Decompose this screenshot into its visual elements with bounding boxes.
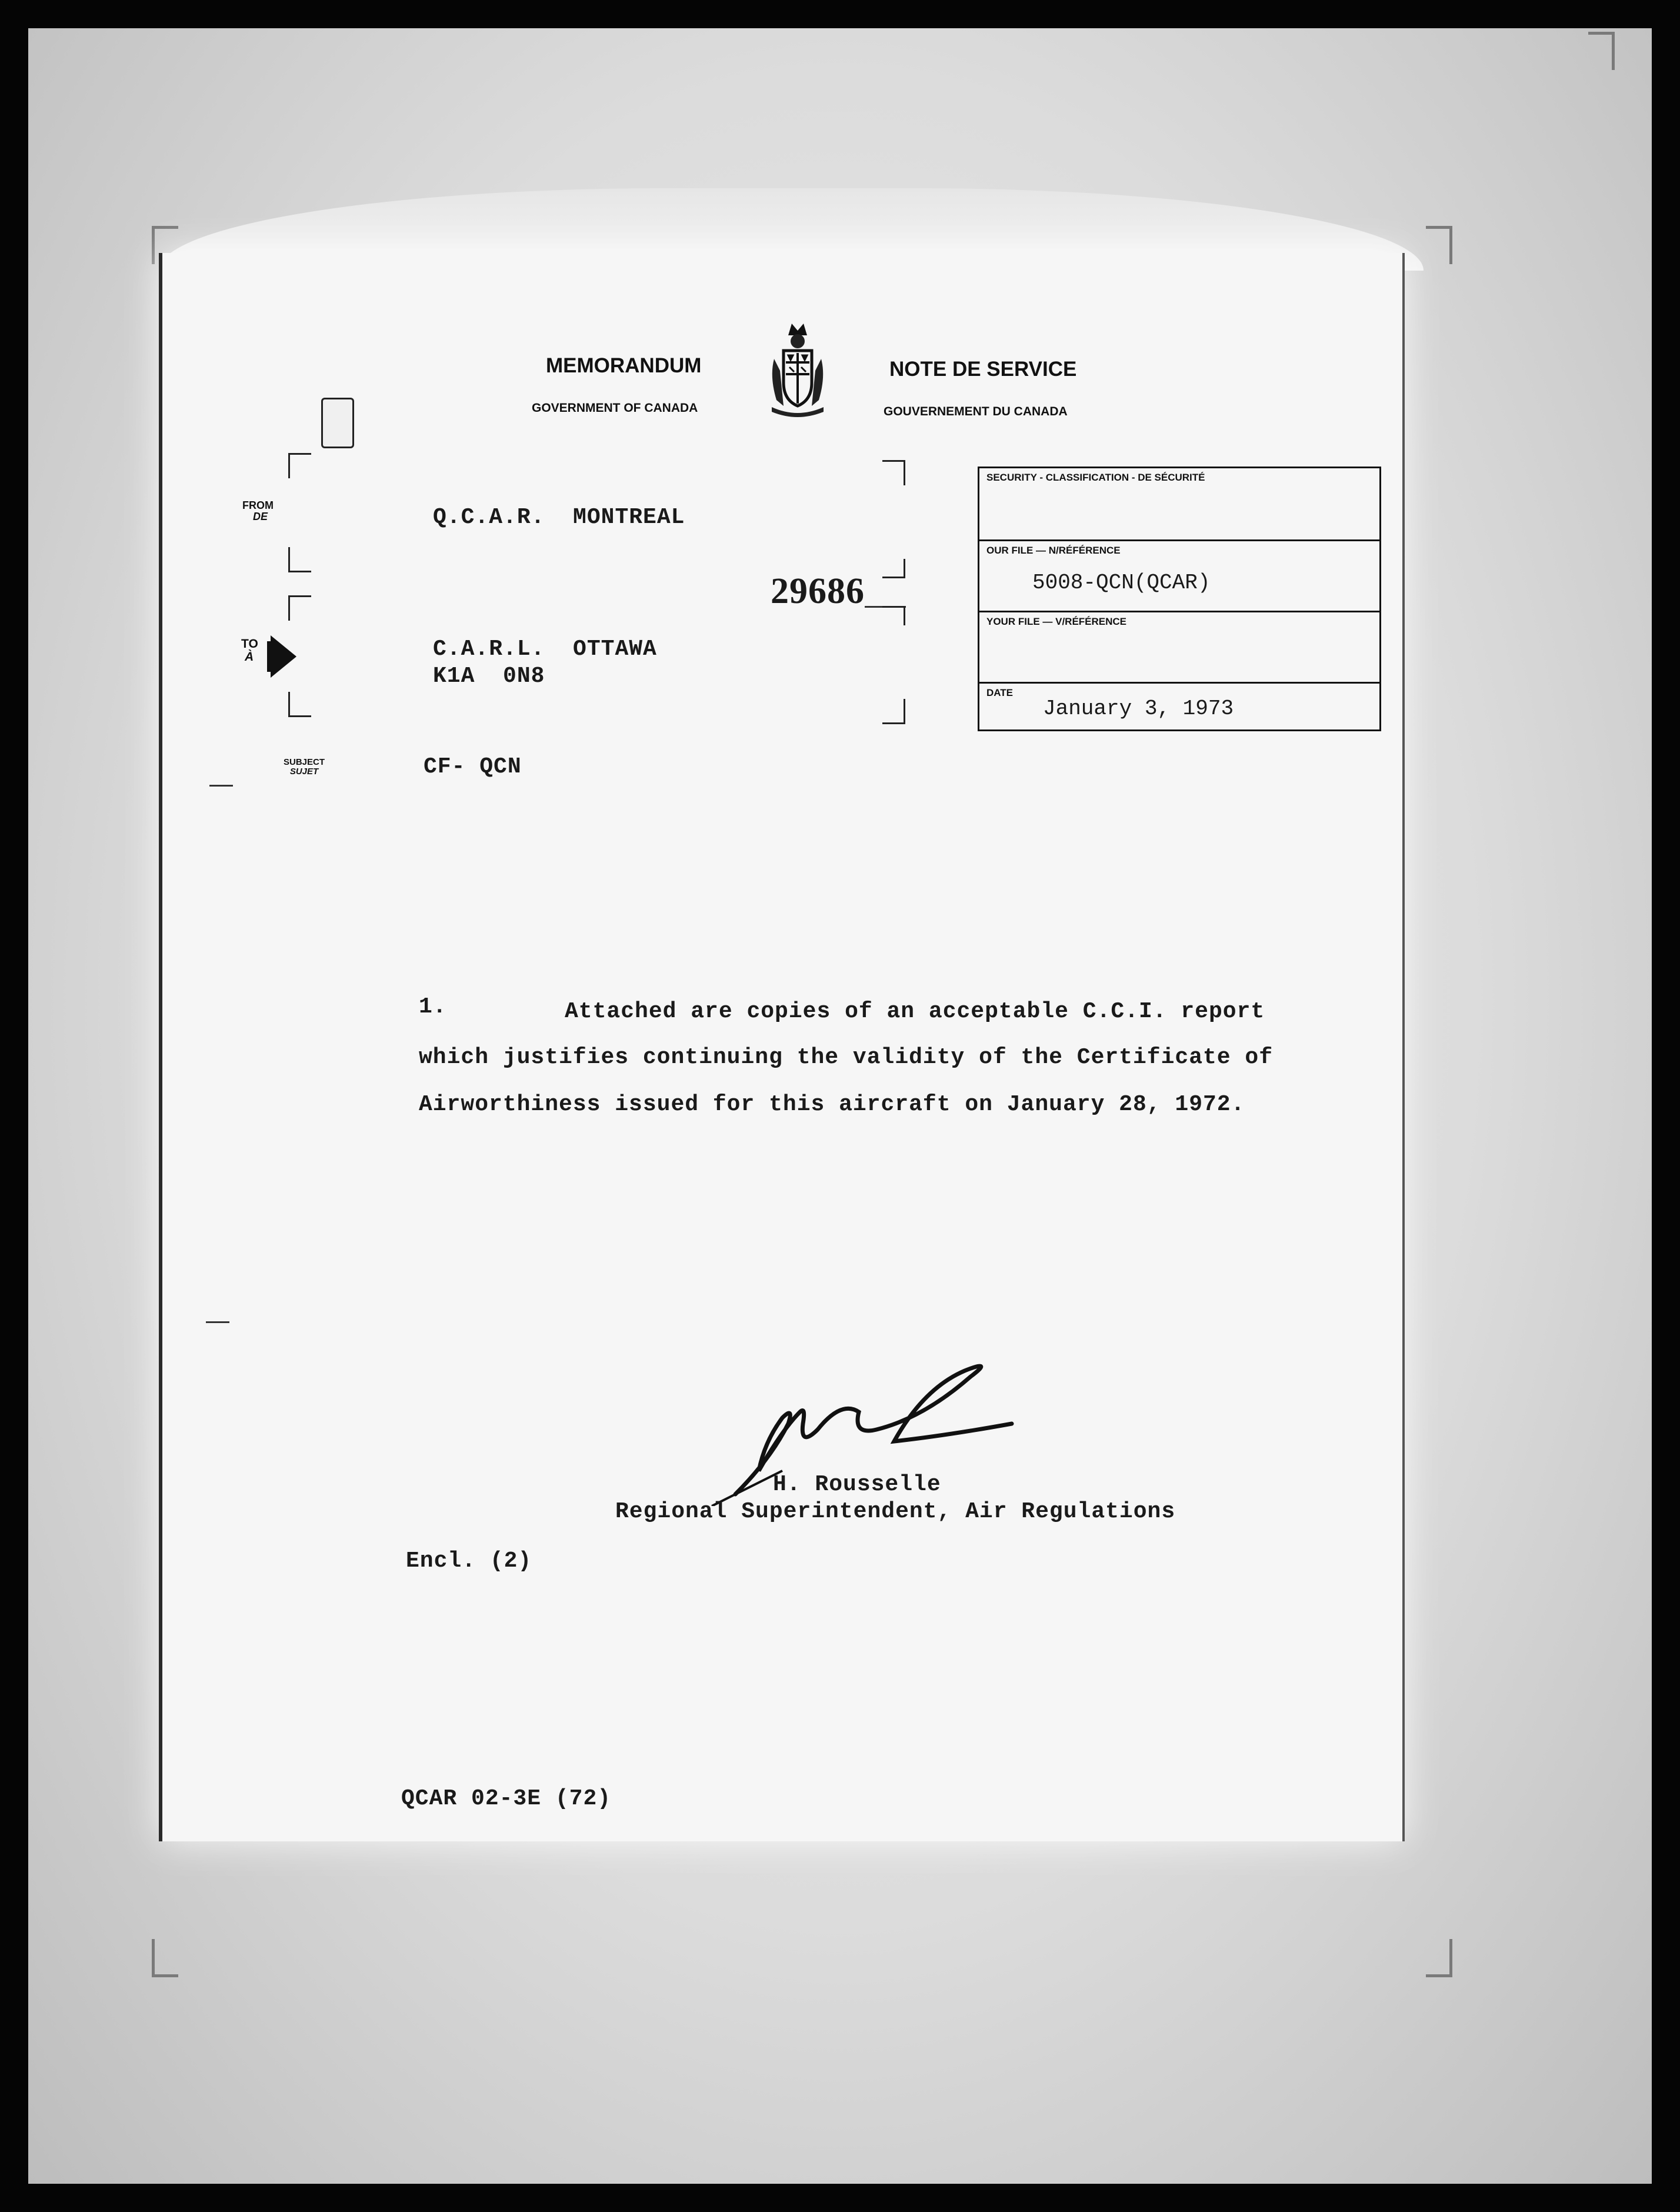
government-of-canada-en: GOVERNMENT OF CANADA <box>532 401 698 415</box>
subject-label-en: SUBJECT <box>284 757 325 767</box>
to-label <box>241 638 258 664</box>
margin-mark <box>209 785 233 787</box>
to-label-fr: À <box>245 650 254 664</box>
date-row <box>979 684 1379 729</box>
from-bracket-top <box>288 453 311 478</box>
body-line-2: which justifies continuing the validity of the Certificate of <box>419 1045 1274 1070</box>
from-bracket-bottom <box>288 547 311 572</box>
from-value: Q.C.A.R. MONTREAL <box>433 505 685 530</box>
to-bracket-bottom <box>288 692 311 717</box>
corner-mark <box>1426 226 1452 264</box>
security-row <box>979 468 1379 541</box>
enclosure-note: Encl. (2) <box>406 1548 532 1574</box>
stamp-number: 29686 <box>771 571 865 611</box>
corner-mark <box>1588 32 1615 70</box>
body-line-1: Attached are copies of an acceptable C.C.I. report <box>565 999 1265 1024</box>
date-value: January 3, 1973 <box>1043 697 1234 721</box>
to-bracket-top <box>288 595 311 621</box>
from-label <box>242 500 274 522</box>
to-value-line-2: K1A 0N8 <box>433 664 545 689</box>
our-file-value: 5008-QCN(QCAR) <box>1032 571 1211 595</box>
center-bracket <box>882 460 905 485</box>
to-arrow-icon <box>271 635 296 678</box>
your-file-row <box>979 612 1379 684</box>
subject-value: CF- QCN <box>424 754 522 779</box>
to-value-line-1: C.A.R.L. OTTAWA <box>433 637 657 662</box>
date-label: DATE <box>986 687 1014 698</box>
to-arrow-stem <box>267 641 273 672</box>
subject-label <box>284 758 325 777</box>
your-file-label: YOUR FILE — V/RÉFÉRENCE <box>986 616 1127 627</box>
signatory-name: H. Rousselle <box>773 1472 941 1497</box>
signatory-title: Regional Superintendent, Air Regulations <box>615 1499 1176 1524</box>
our-file-label: OUR FILE — N/RÉFÉRENCE <box>986 545 1121 556</box>
form-number: QCAR 02-3E (72) <box>401 1786 612 1811</box>
corner-mark <box>152 1939 178 1977</box>
gouvernement-du-canada-fr: GOUVERNEMENT DU CANADA <box>884 405 1068 418</box>
center-bracket <box>882 699 905 724</box>
our-file-row <box>979 541 1379 612</box>
security-box <box>978 467 1381 731</box>
center-bracket <box>882 559 905 578</box>
paper-tab <box>321 398 354 448</box>
coat-of-arms-icon <box>762 318 833 418</box>
memorandum-title: MEMORANDUM <box>546 354 702 377</box>
note-de-service-title: NOTE DE SERVICE <box>889 358 1077 381</box>
body-line-3: Airworthiness issued for this aircraft on January 28, 1972. <box>419 1092 1245 1117</box>
center-bracket <box>882 606 905 625</box>
subject-label-fr: SUJET <box>289 766 319 777</box>
from-label-en: FROM <box>242 499 274 511</box>
security-label: SECURITY - CLASSIFICATION - DE SÉCURITÉ <box>986 472 1205 483</box>
from-label-fr: DE <box>253 510 268 522</box>
corner-mark <box>1426 1939 1452 1977</box>
margin-mark <box>206 1321 229 1323</box>
paragraph-number: 1. <box>419 994 447 1020</box>
to-label-en: TO <box>241 637 258 651</box>
